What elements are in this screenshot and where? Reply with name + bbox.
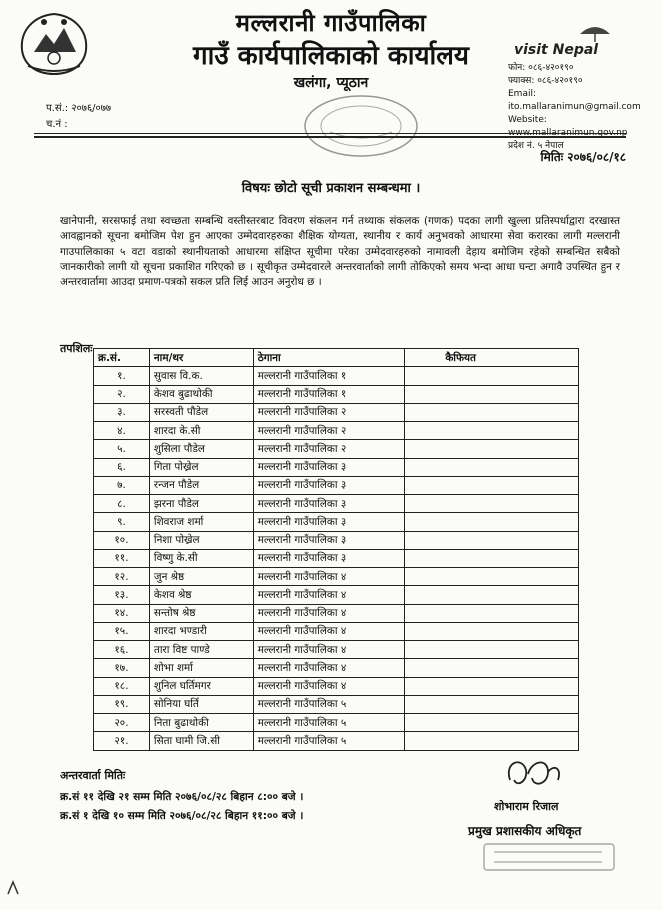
table-row bbox=[94, 622, 579, 640]
cell-name: विष्णु के.सी bbox=[149, 549, 253, 567]
cell-remarks bbox=[405, 403, 579, 421]
cell-sn: १८. bbox=[94, 677, 150, 695]
office-location: खलंगा, प्यूठान bbox=[293, 75, 369, 91]
table-row bbox=[94, 403, 579, 421]
table-row bbox=[94, 531, 579, 549]
cell-name: केशव श्रेष्ठ bbox=[149, 586, 253, 604]
table-row bbox=[94, 732, 579, 750]
letter-date: मितिः २०७६/०८/१८ bbox=[540, 150, 626, 164]
contact-website: Website: www.mallaranimun.gov.np bbox=[508, 115, 628, 138]
cell-name: शुनिल घर्तिमगर bbox=[149, 677, 253, 695]
cell-address: मल्लरानी गाउँपालिका १ bbox=[253, 385, 405, 403]
cell-sn: १६. bbox=[94, 641, 150, 659]
cell-address: मल्लरानी गाउँपालिका ४ bbox=[253, 677, 405, 695]
cell-name: सिता घामी जि.सी bbox=[149, 732, 253, 750]
table-row bbox=[94, 604, 579, 622]
cell-remarks bbox=[405, 659, 579, 677]
cell-name: शोभा शर्मा bbox=[149, 659, 253, 677]
office-seal-icon bbox=[300, 88, 422, 160]
table-row bbox=[94, 385, 579, 403]
cell-remarks bbox=[405, 495, 579, 513]
cell-address: मल्लरानी गाउँपालिका ३ bbox=[253, 513, 405, 531]
cell-sn: १७. bbox=[94, 659, 150, 677]
table-row bbox=[94, 458, 579, 476]
table-row bbox=[94, 440, 579, 458]
cell-sn: १५. bbox=[94, 622, 150, 640]
cell-address: मल्लरानी गाउँपालिका ३ bbox=[253, 531, 405, 549]
header-remarks: कैफियत bbox=[405, 349, 579, 367]
cell-address: मल्लरानी गाउँपालिका ३ bbox=[253, 476, 405, 494]
cell-address: मल्लरानी गाउँपालिका ५ bbox=[253, 732, 405, 750]
cell-remarks bbox=[405, 476, 579, 494]
table-row bbox=[94, 422, 579, 440]
cell-remarks bbox=[405, 732, 579, 750]
cell-remarks bbox=[405, 641, 579, 659]
header-name: नाम/थर bbox=[149, 349, 253, 367]
table-row bbox=[94, 677, 579, 695]
cell-address: मल्लरानी गाउँपालिका ५ bbox=[253, 714, 405, 732]
table-row bbox=[94, 586, 579, 604]
cell-remarks bbox=[405, 622, 579, 640]
cell-remarks bbox=[405, 440, 579, 458]
cell-sn: १४. bbox=[94, 604, 150, 622]
signatory-title: प्रमुख प्रशासकीय अधिकृत bbox=[468, 824, 582, 838]
table-row bbox=[94, 659, 579, 677]
cell-sn: १३. bbox=[94, 586, 150, 604]
contact-email: Email: ito.mallaranimun@gmail.com bbox=[508, 89, 641, 112]
cell-name: शारदा के.सी bbox=[149, 422, 253, 440]
table-row bbox=[94, 367, 579, 385]
corner-mark-icon bbox=[6, 880, 20, 896]
cell-address: मल्लरानी गाउँपालिका ४ bbox=[253, 604, 405, 622]
officer-stamp-icon bbox=[482, 842, 616, 872]
cell-remarks bbox=[405, 677, 579, 695]
contact-province: प्रदेश नं. ५ नेपाल bbox=[508, 141, 564, 151]
cell-address: मल्लरानी गाउँपालिका ३ bbox=[253, 458, 405, 476]
cell-address: मल्लरानी गाउँपालिका ४ bbox=[253, 641, 405, 659]
cell-sn: १९. bbox=[94, 695, 150, 713]
reference-number: प.सं.: २०७६/०७७ bbox=[46, 103, 112, 114]
table-header-row bbox=[94, 349, 579, 367]
cell-address: मल्लरानी गाउँपालिका ४ bbox=[253, 568, 405, 586]
header-divider-thick bbox=[34, 136, 626, 138]
cell-name: शिवराज शर्मा bbox=[149, 513, 253, 531]
cell-address: मल्लरानी गाउँपालिका २ bbox=[253, 422, 405, 440]
cell-address: मल्लरानी गाउँपालिका ३ bbox=[253, 549, 405, 567]
header-divider bbox=[34, 133, 626, 134]
contact-block bbox=[508, 62, 662, 153]
table-row bbox=[94, 714, 579, 732]
cell-name: सोनिया घर्ति bbox=[149, 695, 253, 713]
cell-remarks bbox=[405, 586, 579, 604]
cell-sn: १२. bbox=[94, 568, 150, 586]
cell-sn: ८. bbox=[94, 495, 150, 513]
table-row bbox=[94, 641, 579, 659]
cell-name: निशा पोख्रेल bbox=[149, 531, 253, 549]
office-name-line1: मल्लरानी गाउँपालिका bbox=[235, 9, 427, 37]
cell-sn: ९. bbox=[94, 513, 150, 531]
cell-address: मल्लरानी गाउँपालिका १ bbox=[253, 367, 405, 385]
cell-remarks bbox=[405, 549, 579, 567]
cell-remarks bbox=[405, 531, 579, 549]
cell-name: शुसिला पौडेल bbox=[149, 440, 253, 458]
visit-nepal-logo-icon bbox=[510, 20, 620, 60]
office-name-line2: गाउँ कार्यपालिकाको कार्यालय bbox=[193, 41, 469, 71]
cell-sn: ७. bbox=[94, 476, 150, 494]
table-row bbox=[94, 476, 579, 494]
cell-address: मल्लरानी गाउँपालिका २ bbox=[253, 403, 405, 421]
interview-schedule-1: क्र.सं ११ देखि २१ सम्म मिति २०७६/०८/२८ बिहान ८:०० बजे । bbox=[60, 791, 304, 803]
cell-name: सन्तोष श्रेष्ठ bbox=[149, 604, 253, 622]
cell-sn: २१. bbox=[94, 732, 150, 750]
cell-remarks bbox=[405, 385, 579, 403]
table-row bbox=[94, 695, 579, 713]
cell-sn: १०. bbox=[94, 531, 150, 549]
tourism-logo-text: visit Nepal bbox=[514, 42, 599, 58]
cell-sn: २. bbox=[94, 385, 150, 403]
dispatch-number: च.नं : bbox=[46, 119, 68, 130]
cell-name: केशव बुढाथोकी bbox=[149, 385, 253, 403]
letter-subject: विषयः छोटो सूची प्रकाशन सम्बन्धमा । bbox=[241, 181, 421, 196]
cell-remarks bbox=[405, 458, 579, 476]
cell-sn: २०. bbox=[94, 714, 150, 732]
list-label: तपशिलः bbox=[60, 342, 93, 355]
header-address: ठेगाना bbox=[253, 349, 405, 367]
contact-phone: फोन: ०८६-४२०१९० bbox=[508, 63, 574, 73]
cell-name: तारा विष्ट पाण्डे bbox=[149, 641, 253, 659]
cell-name: झरना पौडेल bbox=[149, 495, 253, 513]
cell-sn: ११. bbox=[94, 549, 150, 567]
cell-name: रन्जन पौडेल bbox=[149, 476, 253, 494]
cell-address: मल्लरानी गाउँपालिका ४ bbox=[253, 586, 405, 604]
table-row bbox=[94, 495, 579, 513]
interview-label: अन्तरवार्ता मितिः bbox=[60, 769, 126, 782]
table-row bbox=[94, 568, 579, 586]
cell-address: मल्लरानी गाउँपालिका ३ bbox=[253, 495, 405, 513]
cell-sn: ४. bbox=[94, 422, 150, 440]
contact-fax: फ्याक्स: ०८६-४२०१९० bbox=[508, 76, 583, 86]
candidate-table bbox=[93, 348, 579, 751]
cell-name: गिता पोख्रेल bbox=[149, 458, 253, 476]
cell-sn: ६. bbox=[94, 458, 150, 476]
cell-address: मल्लरानी गाउँपालिका ५ bbox=[253, 695, 405, 713]
cell-remarks bbox=[405, 604, 579, 622]
header-sn: क्र.सं. bbox=[94, 349, 150, 367]
cell-name: निता बुढाथोकी bbox=[149, 714, 253, 732]
signature-icon bbox=[498, 750, 568, 794]
signatory-name: शोभाराम रिजाल bbox=[494, 800, 559, 813]
cell-name: सरस्वती पौडेल bbox=[149, 403, 253, 421]
cell-address: मल्लरानी गाउँपालिका २ bbox=[253, 440, 405, 458]
letter-body: खानेपानी, सरसफाई तथा स्वच्छता सम्बन्धि वस्तीस्तरबाट विवरण संकलन गर्न तथ्याक संकलक (गणक) पदका लागी खुल्ला प्रतिस्पर्धाद्वारा दरखास्त आवह्वानको सूचना बमोजिम पेश हुन आएका उम्मेदवारहरुका शैक्षिक योग्यता, स्थानीय र कार्य अनुभवको आधारमा सेवा करारका लागी मल्लरानी गाउपालिकाका ५ वटा वडाको स्थानीयताको आधारमा संक्षिप्त सूचीमा परेका उम्मेदवारहरुको नामावली देहाय बमोजिम रहेको सम्बन्धित सबैको जानकारीको लागी यो सूचना प्रकाशित गरिएको छ । सूचीकृत उम्मेदवारले अन्तरवार्ताको लागी तोकिएको समय भन्दा आधा घन्टा अगावै उपस्थित हुन र अन्तरवार्तामा आउदा प्रमाण-पत्रको सकल प्रति लिई आउन अनुरोध छ । bbox=[60, 215, 620, 289]
cell-sn: ३. bbox=[94, 403, 150, 421]
table-row bbox=[94, 549, 579, 567]
cell-name: शारदा भण्डारी bbox=[149, 622, 253, 640]
table-row bbox=[94, 513, 579, 531]
cell-remarks bbox=[405, 695, 579, 713]
cell-address: मल्लरानी गाउँपालिका ४ bbox=[253, 622, 405, 640]
cell-remarks bbox=[405, 513, 579, 531]
cell-name: जुन श्रेष्ठ bbox=[149, 568, 253, 586]
cell-sn: १. bbox=[94, 367, 150, 385]
cell-remarks bbox=[405, 714, 579, 732]
cell-address: मल्लरानी गाउँपालिका ४ bbox=[253, 659, 405, 677]
interview-schedule-2: क्र.सं १ देखि १० सम्म मिति २०७६/०८/२८ बिहान ११:०० बजे । bbox=[60, 810, 304, 822]
cell-remarks bbox=[405, 367, 579, 385]
cell-remarks bbox=[405, 422, 579, 440]
cell-name: सुवास वि.क. bbox=[149, 367, 253, 385]
cell-remarks bbox=[405, 568, 579, 586]
cell-sn: ५. bbox=[94, 440, 150, 458]
